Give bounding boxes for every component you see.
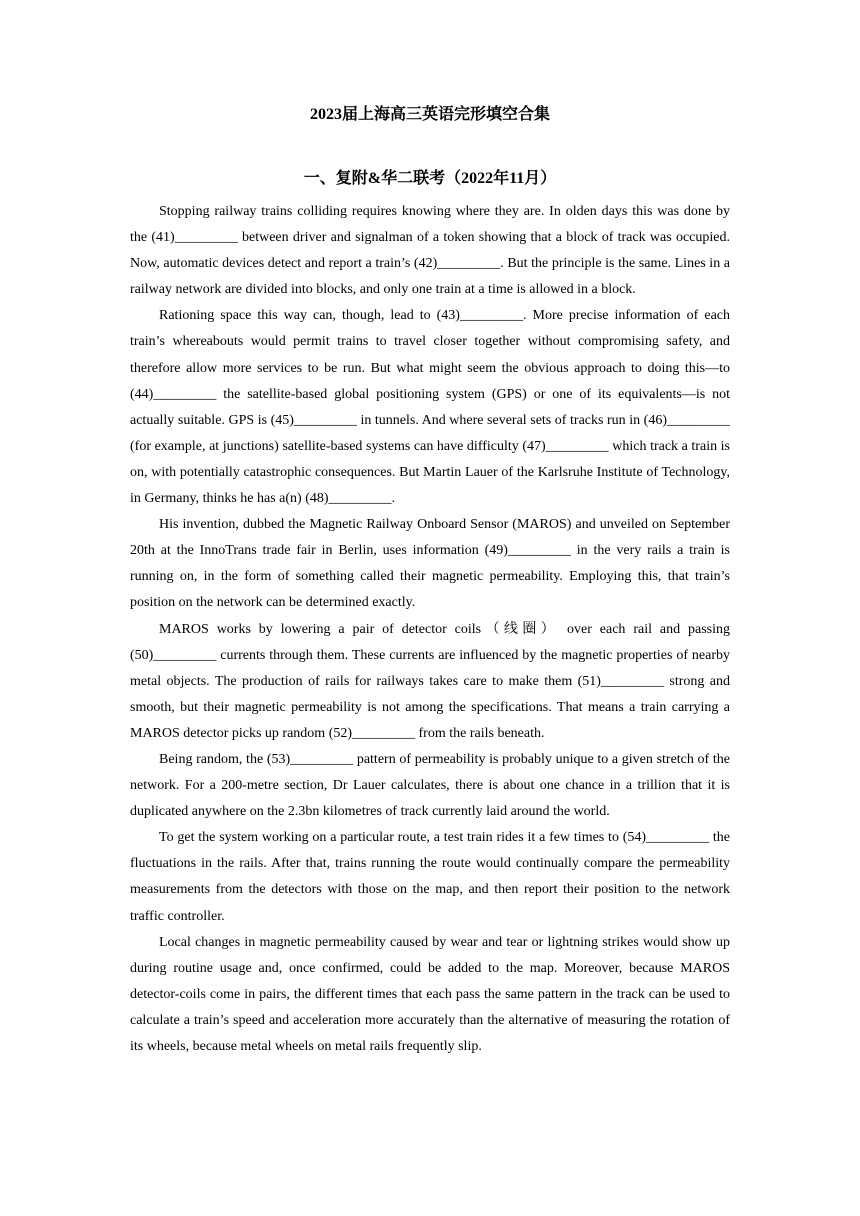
paragraph: His invention, dubbed the Magnetic Railway Onboard Sensor (MAROS) and unveiled on September 20th at the InnoTrans trade fair in Berlin, uses information (49)_________ in the very rails a train is running on, in the form of something called their magnetic permeability. Employing this, that train’s position on the network can be determined exactly. <box>130 517 730 611</box>
paragraph: Local changes in magnetic permeability caused by wear and tear or lightning strikes would show up during routine usage and, once confirmed, could be added to the map. Moreover, because MAROS detector-coils come in pairs, the different times that each pass the same pattern in the track can be used to calculate a train’s speed and acceleration more accurately than the alternative of measuring the rotation of its wheels, because metal wheels on metal rails frequently slip. <box>130 934 730 1054</box>
paragraph: Being random, the (53)_________ pattern of permeability is probably unique to a given stretch of the network. For a 200-metre section, Dr Lauer calculates, there is about one chance in a trillion that it is duplicated anywhere on the 2.3bn kilometres of track currently laid around the world. <box>130 751 730 820</box>
paragraph: MAROS works by lowering a pair of detector coils（线圈） over each rail and passing (50)_________ currents through them. These currents are influenced by the magnetic properties of nearby metal objects. The production of rails for railways takes care to make them (51)_________ strong and smooth, but their magnetic permeability is not among the specifications. That means a train carrying a MAROS detector picks up random (52)_________ from the rails beneath. <box>130 621 730 741</box>
passage-body <box>130 199 730 1060</box>
paragraph: To get the system working on a particular route, a test train rides it a few times to (54)_________ the fluctuations in the rails. After that, trains running the route would continually compare the permeability measurements from the detectors with those on the map, and then report their position to the network traffic controller. <box>130 830 730 924</box>
paragraph: Rationing space this way can, though, lead to (43)_________. More precise information of each train’s whereabouts would permit trains to travel closer together without compromising safety, and therefore allow more services to be run. But what might seem the obvious approach to doing this—to (44)_________ the satellite-based global positioning system (GPS) or one of its equivalents—is not actually suitable. GPS is (45)_________ in tunnels. And where several sets of tracks run in (46)_________ (for example, at junctions) satellite-based systems can have difficulty (47)_________ which track a train is on, with potentially catastrophic consequences. But Martin Lauer of the Karlsruhe Institute of Technology, in Germany, thinks he has a(n) (48)_________. <box>130 308 730 507</box>
paragraph: Stopping railway trains colliding requires knowing where they are. In olden days this was done by the (41)_________ between driver and signalman of a token showing that a block of track was occupied. Now, automatic devices detect and report a train’s (42)_________. But the principle is the same. Lines in a railway network are divided into blocks, and only one train at a time is allowed in a block. <box>130 204 730 298</box>
document-title: 2023届上海高三英语完形填空合集 <box>309 106 550 123</box>
section-heading: 一、复附&华二联考（2022年11月） <box>303 170 557 187</box>
